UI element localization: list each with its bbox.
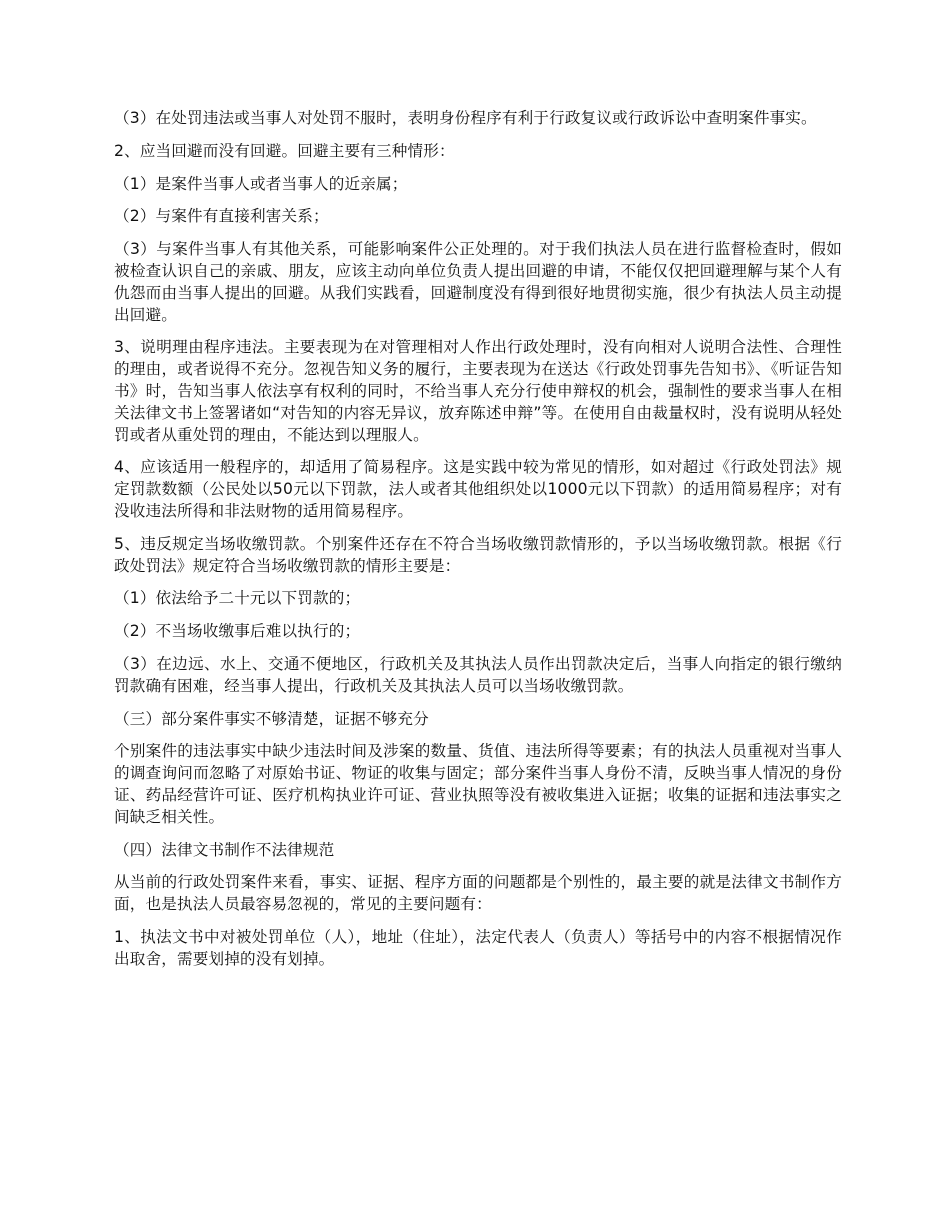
- paragraph: 4、应该适用一般程序的，却适用了简易程序。这是实践中较为常见的情形，如对超过《行政处罚法》规定罚款数额（公民处以50元以下罚款，法人或者其他组织处以1000元以下罚款）的适用简易程序；对有没收违法所得和非法财物的适用简易程序。: [114, 458, 842, 520]
- section-heading: （四）法律文书制作不法律规范: [114, 840, 335, 859]
- paragraph: 2、应当回避而没有回避。回避主要有三种情形：: [114, 141, 455, 160]
- document-body: [114, 108, 842, 982]
- paragraph: 从当前的行政处罚案件来看，事实、证据、程序方面的问题都是个别性的，最主要的就是法律文书制作方面，也是执法人员最容易忽视的，常见的主要问题有：: [114, 873, 842, 914]
- paragraph: 1、执法文书中对被处罚单位（人），地址（住址），法定代表人（负责人）等括号中的内容不根据情况作出取舍，需要划掉的没有划掉。: [114, 927, 842, 968]
- paragraph: （3）在处罚违法或当事人对处罚不服时，表明身份程序有利于行政复议或行政诉讼中查明案件事实。: [114, 109, 817, 127]
- paragraph: 个别案件的违法事实中缺少违法时间及涉案的数量、货值、违法所得等要素；有的执法人员重视对当事人的调查询问而忽略了对原始书证、物证的收集与固定；部分案件当事人身份不清，反映当事人情况的身份证、药品经营许可证、医疗机构执业许可证、营业执照等没有被收集进入证据；收集的证据和违法事实之间缺乏相关性。: [114, 742, 842, 826]
- paragraph: （3）与案件当事人有其他关系，可能影响案件公正处理的。对于我们执法人员在进行监督检查时，假如被检查认识自己的亲戚、朋友，应该主动向单位负责人提出回避的申请，不能仅仅把回避理解与某个人有仇怨而由当事人提出的回避。从我们实践看，回避制度没有得到很好地贯彻实施，很少有执法人员主动提出回避。: [114, 240, 842, 324]
- section-heading: （三）部分案件事实不够清楚，证据不够充分: [114, 709, 429, 728]
- paragraph: （1）依法给予二十元以下罚款的；: [114, 589, 361, 608]
- paragraph: 5、违反规定当场收缴罚款。个别案件还存在不符合当场收缴罚款情形的，予以当场收缴罚款。根据《行政处罚法》规定符合当场收缴罚款的情形主要是：: [114, 534, 842, 575]
- paragraph: （2）不当场收缴事后难以执行的；: [114, 622, 361, 641]
- paragraph: （3）在边远、水上、交通不便地区，行政机关及其执法人员作出罚款决定后，当事人向指定的银行缴纳罚款确有困难，经当事人提出，行政机关及其执法人员可以当场收缴罚款。: [114, 654, 842, 695]
- paragraph: （2）与案件有直接利害关系；: [114, 207, 329, 226]
- paragraph: 3、说明理由程序违法。主要表现为在对管理相对人作出行政处理时，没有向相对人说明合法性、合理性的理由，或者说得不充分。忽视告知义务的履行，主要表现为在送达《行政处罚事先告知书》、《听证告知书》时，告知当事人依法享有权利的同时，不给当事人充分行使申辩权的机会，强制性的要求当事人在相关法律文书上签署诸如“对告知的内容无异议，放弃陈述申辩”等。在使用自由裁量权时，没有说明从轻处罚或者从重处罚的理由，不能达到以理服人。: [114, 338, 842, 444]
- paragraph: （1）是案件当事人或者当事人的近亲属；: [114, 174, 408, 193]
